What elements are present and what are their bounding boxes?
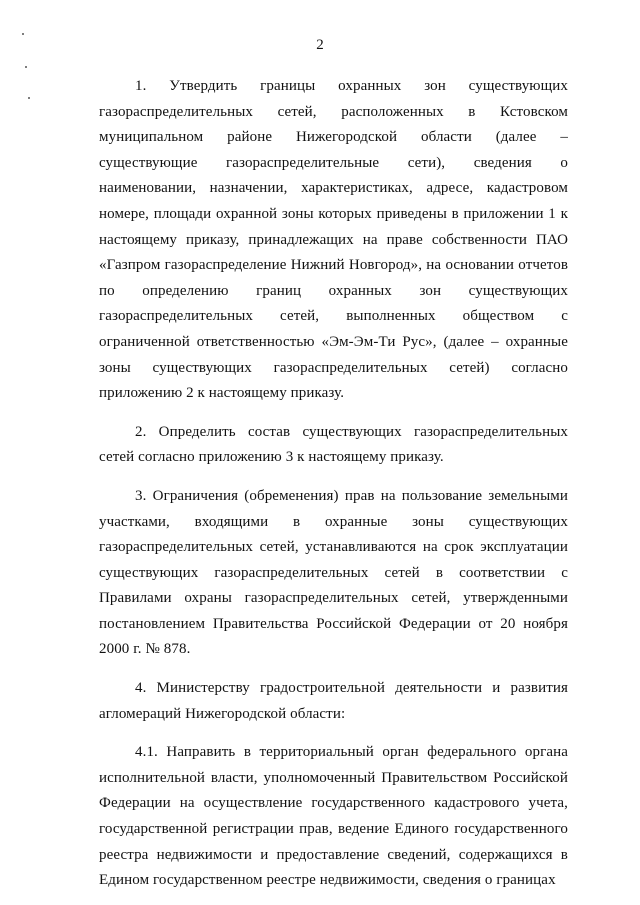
document-body — [99, 74, 568, 894]
page-number: 2 — [316, 37, 324, 53]
paragraph-3: 3. Ограничения (обременения) прав на пользование земельными участками, входящими в охранные зоны существующих газораспределительных сетей, устанавливаются на срок эксплуатации существующих газораспределительных сетей в соответствии с Правилами охраны газораспределительных сетей, утвержденными постановлением Правительства Российской Федерации от 20 ноября 2000 г. № 878. — [99, 487, 568, 658]
scan-speck — [28, 97, 30, 99]
paragraph-2: 2. Определить состав существующих газораспределительных сетей согласно приложению 3 к настоящему приказу. — [99, 423, 568, 466]
paragraph-1: 1. Утвердить границы охранных зон существующих газораспределительных сетей, расположенных в Кстовском муниципальном районе Нижегородской области (далее – существующие газораспределительные сети), сведения о наименовании, назначении, характеристиках, адресе, кадастровом номере, площади охранной зоны которых приведены в приложении 1 к настоящему приказу, принадлежащих на праве собственности ПАО «Газпром газораспределение Нижний Новгород», на основании отчетов по определению границ охранных зон существующих газораспределительных сетей, выполненных обществом с ограниченной ответственностью «Эм-Эм-Ти Рус», (далее – охранные зоны существующих газораспределительных сетей) согласно приложению 2 к настоящему приказу. — [99, 78, 568, 402]
scan-speck — [25, 66, 27, 68]
paragraph-4: 4. Министерству градостроительной деятельности и развития агломераций Нижегородской области: — [99, 680, 568, 722]
scan-speck — [22, 33, 24, 35]
paragraph-4-1: 4.1. Направить в территориальный орган федерального органа исполнительной власти, уполномоченный Правительством Российской Федерации на осуществление государственного кадастрового учета, государственной регистрации прав, ведение Единого государственного реестра недвижимости и предоставление сведений, содержащихся в Едином государственном реестре недвижимости, сведения о границах — [99, 744, 568, 889]
